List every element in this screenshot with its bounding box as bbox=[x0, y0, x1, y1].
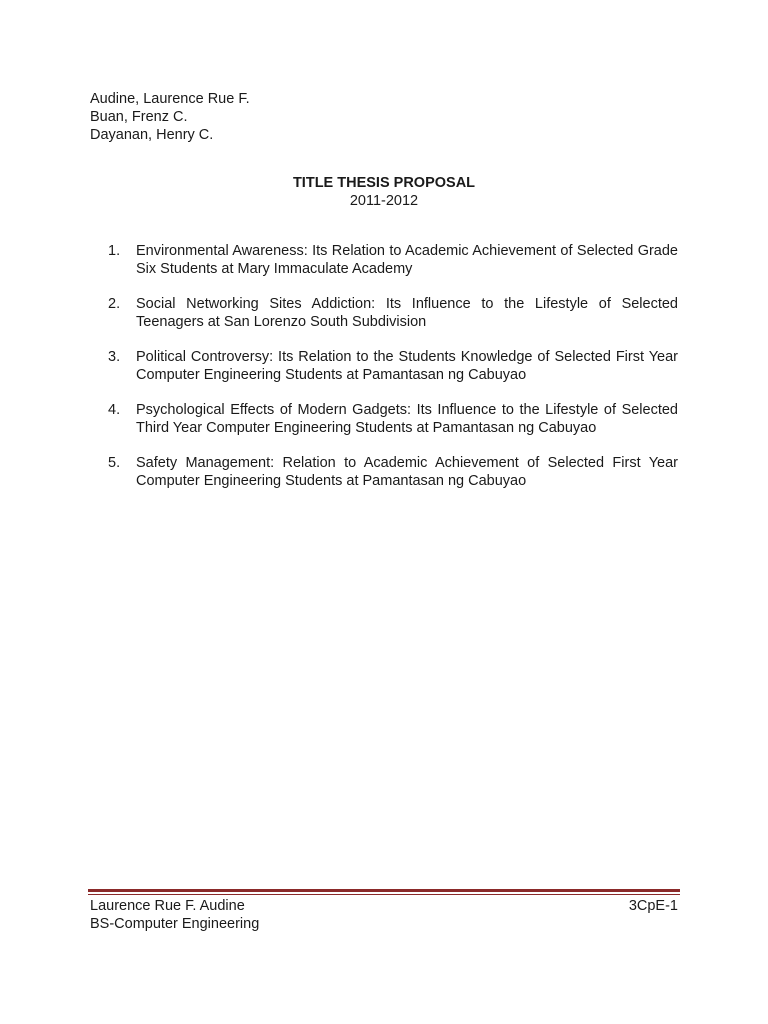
list-item-text: Social Networking Sites Addiction: Its Influence to the Lifestyle of Selected Teenagers at San Lorenzo South Subdivision bbox=[136, 296, 678, 330]
list-item bbox=[108, 401, 678, 437]
footer-author-name: Laurence Rue F. Audine bbox=[90, 898, 245, 914]
page-footer bbox=[90, 897, 678, 933]
proposal-list bbox=[108, 242, 678, 507]
author-name: Dayanan, Henry C. bbox=[90, 127, 214, 143]
footer-program: BS-Computer Engineering bbox=[90, 916, 260, 932]
footer-row bbox=[90, 897, 678, 915]
list-item-number: 4. bbox=[108, 402, 121, 418]
list-item-text: Safety Management: Relation to Academic Achievement of Selected First Year Computer Engineering Students at Pamantasan ng Cabuyao bbox=[136, 455, 678, 489]
title-block bbox=[0, 174, 768, 210]
list-item-number: 3. bbox=[108, 349, 121, 365]
list-item-number: 5. bbox=[108, 455, 121, 471]
school-year: 2011-2012 bbox=[349, 193, 419, 209]
footer-section: 3CpE-1 bbox=[628, 898, 678, 914]
list-item-number: 2. bbox=[108, 296, 121, 312]
document-title: TITLE THESIS PROPOSAL bbox=[292, 175, 476, 191]
list-item-text: Political Controversy: Its Relation to the Students Knowledge of Selected First Year Computer Engineering Students at Pamantasan ng Cabuyao bbox=[136, 349, 678, 383]
list-item bbox=[108, 454, 678, 490]
author-name: Audine, Laurence Rue F. bbox=[90, 91, 250, 107]
footer-divider-thin bbox=[88, 894, 680, 895]
footer-divider-thick bbox=[88, 889, 680, 892]
list-item bbox=[108, 242, 678, 278]
footer-row bbox=[90, 915, 678, 933]
list-item bbox=[108, 295, 678, 331]
list-item-number: 1. bbox=[108, 243, 121, 259]
list-item-text: Environmental Awareness: Its Relation to Academic Achievement of Selected Grade Six Students at Mary Immaculate Academy bbox=[136, 243, 678, 277]
author-name: Buan, Frenz C. bbox=[90, 109, 188, 125]
list-item-text: Psychological Effects of Modern Gadgets: Its Influence to the Lifestyle of Selected Third Year Computer Engineering Students at Pamantasan ng Cabuyao bbox=[136, 402, 678, 436]
author-list bbox=[90, 90, 250, 144]
list-item bbox=[108, 348, 678, 384]
